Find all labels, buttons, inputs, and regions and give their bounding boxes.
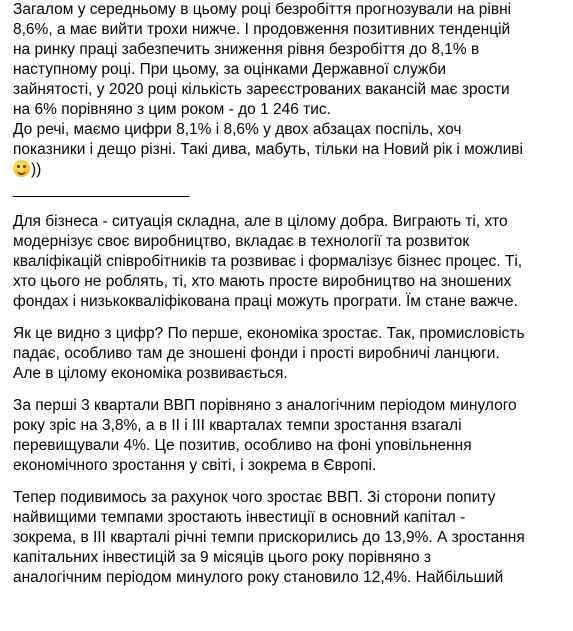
text-line: падає, особливо там де зношені фонди і прості виробничі ланцюги.: [13, 345, 500, 362]
text-line: 8,6%, а має вийти трохи нижче. І продовження позитивних тенденцій: [13, 21, 511, 38]
text-line: кваліфікацій співробітників та розвиває і формалізує бізнес процес. Ті,: [13, 253, 523, 270]
text-line: Як це видно з цифр? По перше, економіка зростає. Так, промисловість: [13, 325, 525, 342]
text-line: показники і дещо різні. Такі дива, мабуть, тільки на Новий рік і можливі: [13, 141, 523, 158]
text-line: До речі, маємо цифри 8,1% і 8,6% у двох абзацах поспіль, хоч: [13, 121, 462, 138]
separator-line: [13, 180, 569, 200]
text-line: Для бізнеса - ситуація складна, але в цілому добра. Виграють ті, хто: [13, 213, 508, 230]
text-line: перевищували 4%. Це позитив, особливо на фоні уповільнення: [13, 437, 472, 454]
post-text: [13, 0, 569, 600]
smiling-face-icon: [13, 160, 30, 177]
paragraph-economy-growth: [13, 324, 569, 384]
text-line: на 6% порівняно з цим роком - до 1 246 тис.: [13, 101, 331, 118]
text-line: року зріс на 3,8%, а в ІІ і ІІІ кварталах темпи зростання взагалі: [13, 417, 462, 434]
text-line: економічного зростання у світі, і зокрема в Європі.: [13, 457, 377, 474]
emoji-line: [13, 160, 569, 180]
paragraph-gdp: [13, 396, 569, 476]
paragraph-business: [13, 212, 569, 312]
text-line: зайнятості, у 2020 році кількість зареєстрованих вакансій має зрости: [13, 81, 510, 98]
paragraph-unemployment: [13, 0, 569, 180]
text-line: Загалом у середньому в цьому році безробіття прогнозували на рівні: [13, 1, 512, 18]
text-line: наступному році. При цьому, за оцінками Державної служби: [13, 61, 446, 78]
text-line: Але в цілому економіка розвивається.: [13, 365, 288, 382]
text-line: фондах і низькокваліфікована праці можуть програти. Їм стане важче.: [13, 293, 518, 310]
emoji-line-tail: )): [31, 161, 42, 178]
text-line: капітальних інвестицій за 9 місяців цього року порівняно з: [13, 549, 431, 566]
text-line: аналогічним періодом минулого року становило 12,4%. Найбільший: [13, 569, 504, 586]
text-line: модернізує своє виробництво, вкладає в технології та розвиток: [13, 233, 470, 250]
text-line: хто цього не роблять, ті, хто мають просте виробництво на зношених: [13, 273, 512, 290]
text-line: зокрема, в ІІІ кварталі річні темпи прискорились до 13,9%. А зростання: [13, 529, 525, 546]
separator: _______________________: [13, 181, 189, 198]
paragraph-investment: [13, 488, 569, 588]
text-line: на ринку праці забезпечить зниження рівня безробіття до 8,1% в: [13, 41, 480, 58]
text-line: За перші 3 квартали ВВП порівняно з аналогічним періодом минулого: [13, 397, 517, 414]
text-line: найвищими темпами зростають інвестиції в основний капітал -: [13, 509, 466, 526]
text-line: Тепер подивимось за рахунок чого зростає ВВП. Зі сторони попиту: [13, 489, 496, 506]
